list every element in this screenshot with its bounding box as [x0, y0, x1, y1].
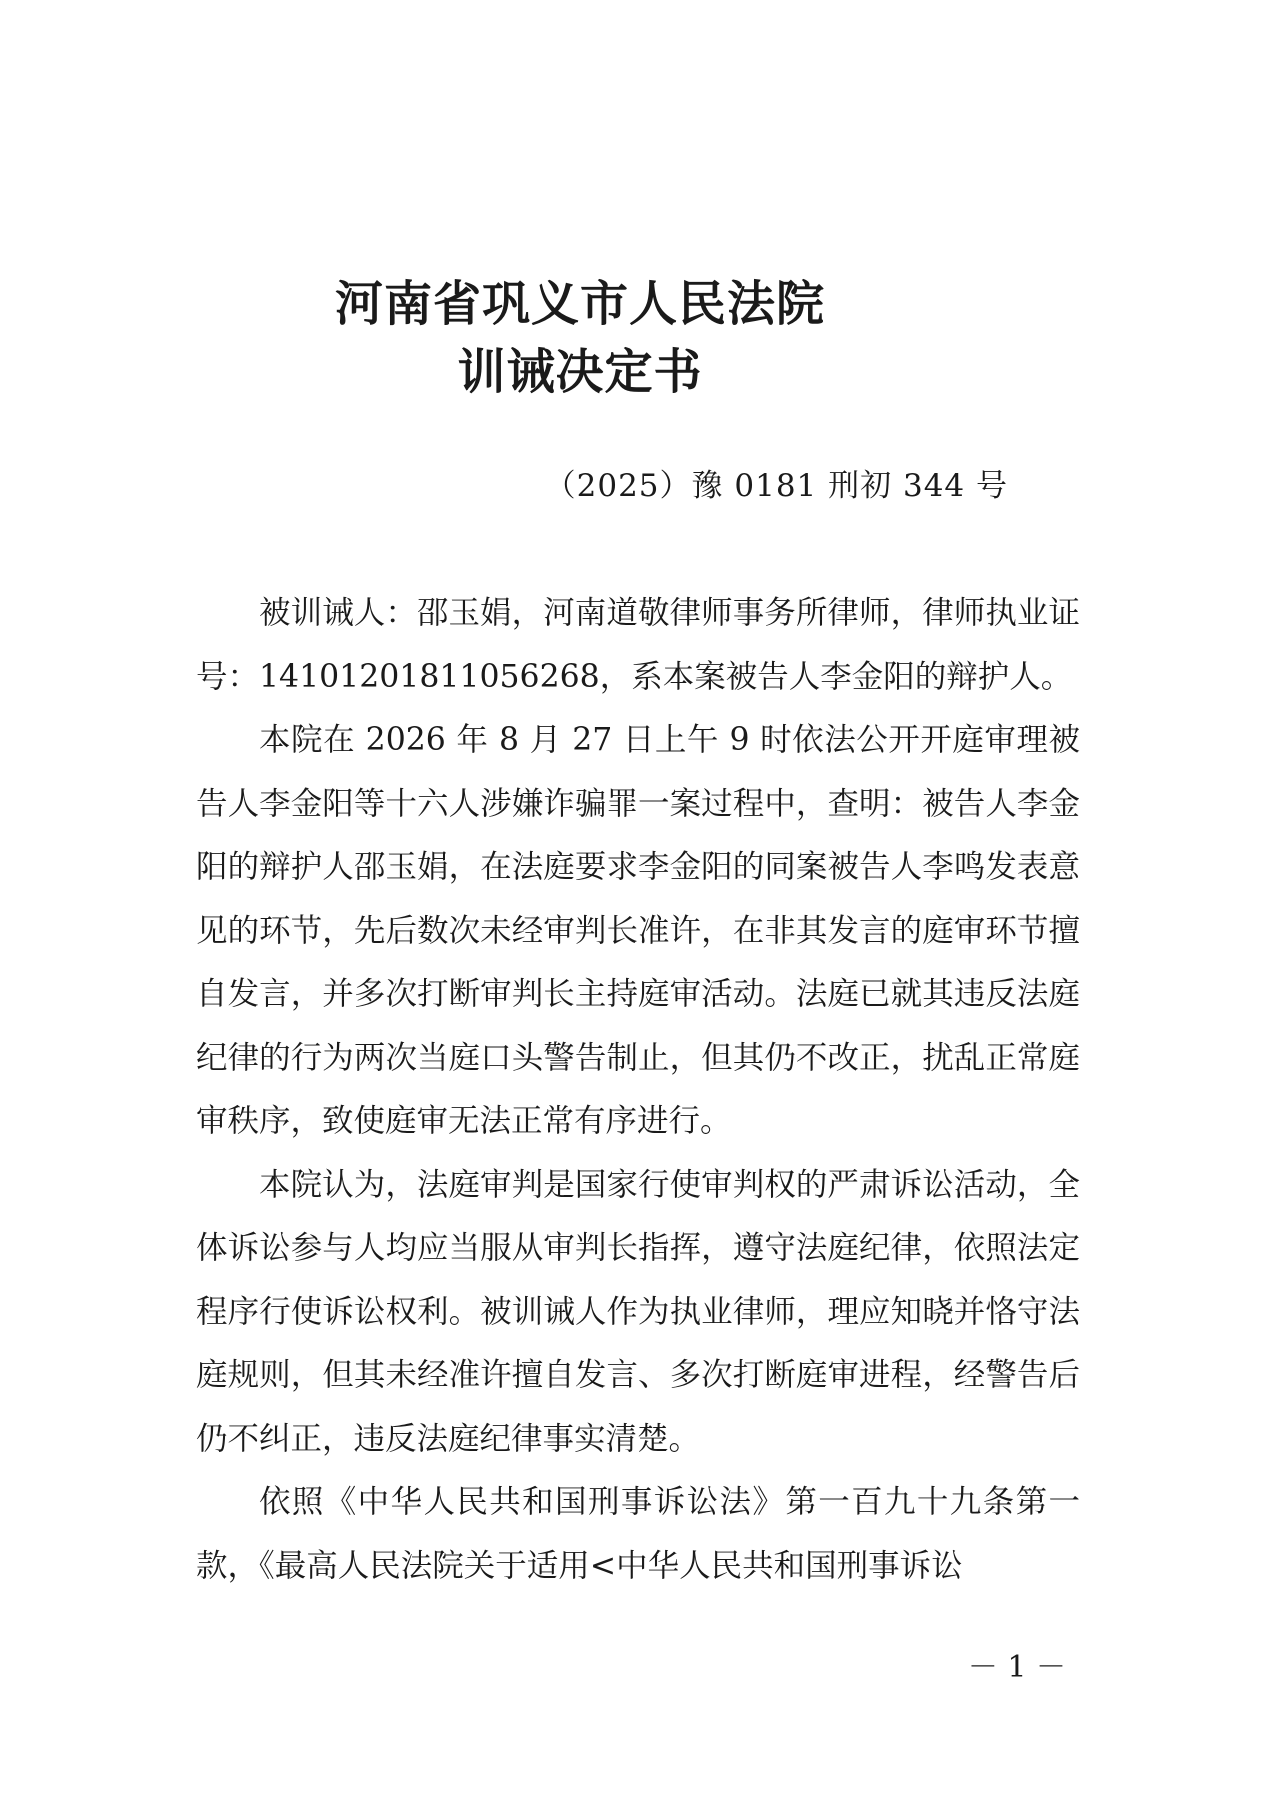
document-body: [196, 582, 1080, 1598]
paragraph-subject: 被训诫人：邵玉娟，河南道敬律师事务所律师，律师执业证号：14101201811056268，系本案被告人李金阳的辩护人。: [196, 595, 1080, 695]
case-number: （2025）豫 0181 刑初 344 号: [544, 468, 1008, 504]
paragraph-legal-basis: 依照《中华人民共和国刑事诉讼法》第一百九十九条第一款，《最高人民法院关于适用<中华人民共和国刑事诉讼: [196, 1484, 1080, 1584]
document-type-title: 训诫决定书: [457, 344, 703, 400]
court-name-title: 河南省巩义市人民法院: [334, 276, 825, 332]
page-number: － 1 －: [967, 1650, 1066, 1685]
paragraph-facts: 本院在 2026 年 8 月 27 日上午 9 时依法公开开庭审理被告人李金阳等十六人涉嫌诈骗罪一案过程中，查明：被告人李金阳的辩护人邵玉娟，在法庭要求李金阳的同案被告人李鸣发表意见的环节，先后数次未经审判长准许，在非其发言的庭审环节擅自发言，并多次打断审判长主持庭审活动。法庭已就其违反法庭纪律的行为两次当庭口头警告制止，但其仍不改正，扰乱正常庭审秩序，致使庭审无法正常有序进行。: [196, 722, 1080, 1139]
paragraph-opinion: 本院认为，法庭审判是国家行使审判权的严肃诉讼活动，全体诉讼参与人均应当服从审判长指挥，遵守法庭纪律，依照法定程序行使诉讼权利。被训诫人作为执业律师，理应知晓并恪守法庭规则，但其未经准许擅自发言、多次打断庭审进程，经警告后仍不纠正，违反法庭纪律事实清楚。: [196, 1166, 1080, 1457]
